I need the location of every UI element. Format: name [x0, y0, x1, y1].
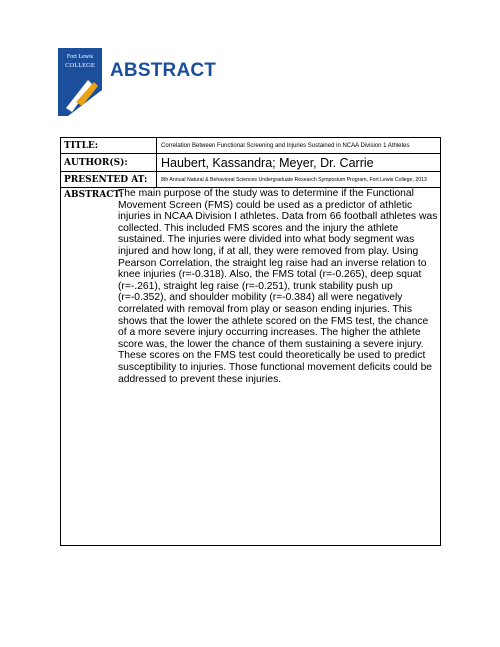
- page-title: ABSTRACT: [110, 60, 217, 81]
- presented-label: PRESENTED AT:: [61, 172, 157, 187]
- presented-row: [61, 172, 440, 188]
- authors-value: Haubert, Kassandra; Meyer, Dr. Carrie: [161, 155, 374, 170]
- title-label: TITLE:: [61, 138, 157, 153]
- title-row: [61, 138, 440, 154]
- authors-row: [61, 154, 440, 172]
- abstract-body: The main purpose of the study was to determine if the Functional Movement Screen (FMS) could be used as a predictor of athletic injuries in NCAA Division I athletes. Data from 66 football athletes was collected. This included FMS scores and the injury the athlete sustained. The injuries were divided into what body segment was injured and how long, if at all, they were removed from play. Using Pearson Correlation, the straight leg raise had an inverse relation to knee injuries (r=-0.318). Also, the FMS total (r=-0.265), deep squat (r=-.261), straight leg raise (r=-0.251), trunk stability push up (r=-0.352), and shoulder mobility (r=-0.384) all were negatively correlated with removal from play or season ending injuries. This shows that the lower the athlete scored on the FMS test, the chance of a more severe injury occurring increases. The higher the athlete score was, the lower the chance of them sustaining a severe injury. These scores on the FMS test could theoretically be used to predict susceptibility to injuries. Those functional movement deficits could be addressed to prevent these injuries.: [118, 188, 438, 385]
- college-logo: [58, 48, 102, 116]
- presented-value: 8th Annual Natural & Behavioral Sciences Undergraduate Research Symposium Program, Fort Lewis College, 2013: [161, 176, 427, 183]
- logo-text-line2: COLLEGE: [65, 62, 95, 69]
- abstract-label: ABSTRACT:: [64, 190, 124, 200]
- authors-label: AUTHOR(S):: [61, 154, 157, 171]
- abstract-form: [60, 137, 441, 546]
- logo-text-line1: Fort Lewis: [66, 54, 94, 60]
- title-value: Correlation Between Functional Screening and Injuries Sustained in NCAA Division 1 Athletes: [161, 142, 410, 149]
